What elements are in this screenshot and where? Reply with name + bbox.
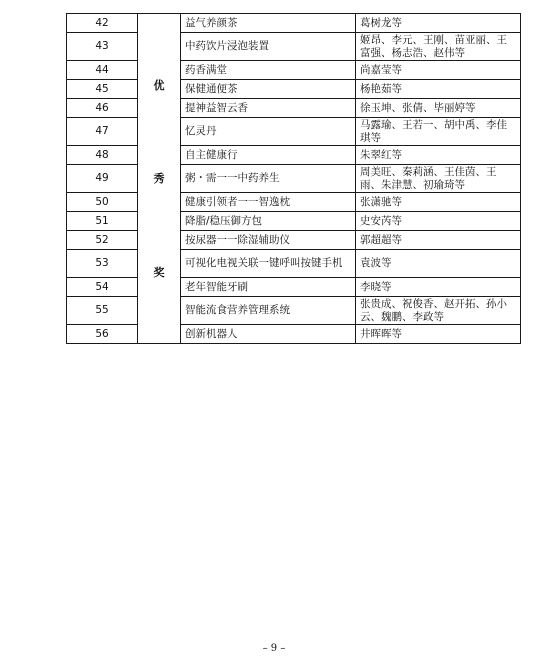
project-name: 创新机器人 — [181, 325, 356, 344]
category-char: 奖 — [153, 265, 165, 279]
team-members: 周美旺、秦莉涵、王佳茵、王雨、朱津慧、初瑜琦等 — [356, 165, 521, 193]
project-name: 健康引领者一一智逸枕 — [181, 193, 356, 212]
row-number: 56 — [67, 325, 138, 344]
row-number: 54 — [67, 278, 138, 297]
project-name: 自主健康行 — [181, 146, 356, 165]
team-members: 袁波等 — [356, 250, 521, 278]
row-number: 52 — [67, 231, 138, 250]
row-number: 48 — [67, 146, 138, 165]
project-name: 药香满堂 — [181, 61, 356, 80]
row-number: 44 — [67, 61, 138, 80]
table-row — [67, 297, 521, 325]
row-number: 53 — [67, 250, 138, 278]
awards-table — [66, 13, 521, 344]
row-number: 47 — [67, 118, 138, 146]
row-number: 46 — [67, 99, 138, 118]
table-row — [67, 193, 521, 212]
row-number: 42 — [67, 14, 138, 33]
project-name: 中药饮片浸泡装置 — [181, 33, 356, 61]
row-number: 49 — [67, 165, 138, 193]
row-number: 51 — [67, 212, 138, 231]
table-row — [67, 165, 521, 193]
team-members: 葛树龙等 — [356, 14, 521, 33]
team-members: 郭超超等 — [356, 231, 521, 250]
team-members: 张潇驰等 — [356, 193, 521, 212]
team-members: 尚嘉莹等 — [356, 61, 521, 80]
table-row — [67, 278, 521, 297]
award-category-cell — [138, 14, 181, 344]
table-row — [67, 61, 521, 80]
table-row — [67, 14, 521, 33]
row-number: 43 — [67, 33, 138, 61]
project-name: 按尿器一一除湿辅助仪 — [181, 231, 356, 250]
table-row — [67, 250, 521, 278]
team-members: 姬昂、李元、王刚、苗亚丽、王富强、杨志浩、赵伟等 — [356, 33, 521, 61]
table-row — [67, 231, 521, 250]
project-name: 提神益智云香 — [181, 99, 356, 118]
table-row — [67, 80, 521, 99]
team-members: 杨艳茹等 — [356, 80, 521, 99]
table-row — [67, 146, 521, 165]
team-members: 李晓等 — [356, 278, 521, 297]
project-name: 可视化电视关联一键呼叫按键手机 — [181, 250, 356, 278]
page-number: – 9 – — [262, 643, 286, 654]
team-members: 马露瑜、王若一、胡中禹、李佳琪等 — [356, 118, 521, 146]
table-row — [67, 118, 521, 146]
team-members: 井晖晖等 — [356, 325, 521, 344]
project-name: 保健通便茶 — [181, 80, 356, 99]
project-name: 粥・需一一中药养生 — [181, 165, 356, 193]
table-row — [67, 325, 521, 344]
category-char: 优 — [153, 78, 165, 92]
table-row — [67, 99, 521, 118]
table-row — [67, 33, 521, 61]
team-members: 朱翠红等 — [356, 146, 521, 165]
project-name: 老年智能牙刷 — [181, 278, 356, 297]
team-members: 徐玉坤、张倩、毕丽婷等 — [356, 99, 521, 118]
team-members: 史安芮等 — [356, 212, 521, 231]
award-category-label — [142, 79, 176, 279]
row-number: 50 — [67, 193, 138, 212]
team-members: 张贵成、祝俊香、赵开拓、孙小云、魏鹏、李政等 — [356, 297, 521, 325]
project-name: 益气养颜茶 — [181, 14, 356, 33]
category-char: 秀 — [153, 172, 165, 185]
project-name: 降脂/稳压御方包 — [181, 212, 356, 231]
row-number: 55 — [67, 297, 138, 325]
row-number: 45 — [67, 80, 138, 99]
project-name: 智能流食营养管理系统 — [181, 297, 356, 325]
project-name: 忆灵丹 — [181, 118, 356, 146]
table-row — [67, 212, 521, 231]
